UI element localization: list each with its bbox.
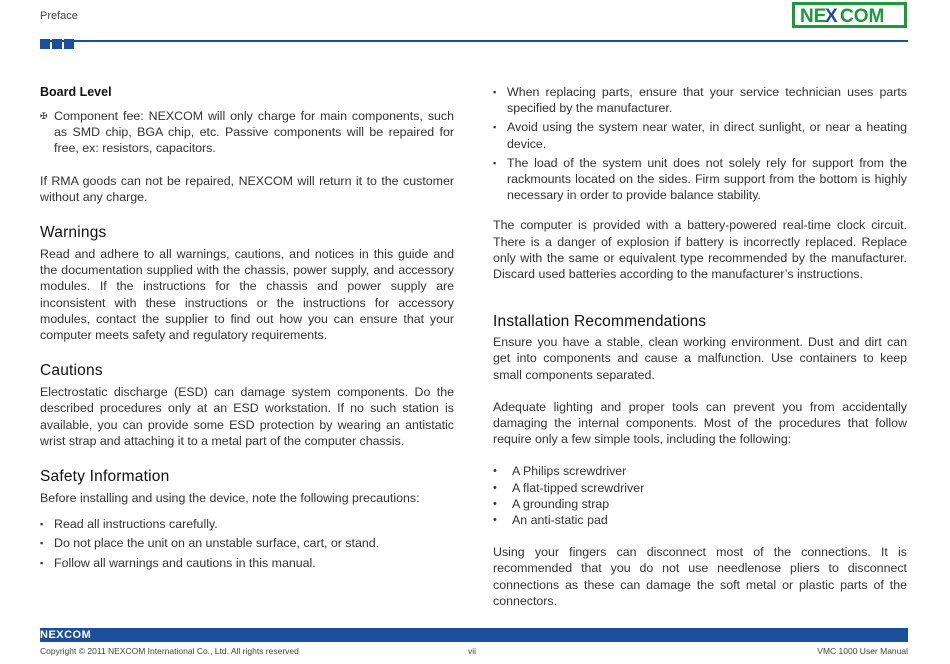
installation-paragraph-1: Ensure you have a stable, clean working environment. Dust and dirt can get into components and cause a malfunction. Use containers to keep small components separated. bbox=[493, 335, 907, 382]
square-bullet-icon: ▪ bbox=[493, 122, 497, 133]
left-column bbox=[40, 84, 454, 571]
list-item: • An anti-static pad bbox=[493, 513, 608, 528]
rma-paragraph: If RMA goods can not be repaired, NEXCOM will return it to the customer without any charge. bbox=[40, 173, 454, 204]
board-level-heading: Board Level bbox=[40, 85, 112, 99]
round-bullet-icon: • bbox=[493, 497, 497, 510]
round-bullet-icon: • bbox=[493, 514, 497, 527]
list-item: • A flat-tipped screwdriver bbox=[493, 480, 645, 495]
cautions-heading: Cautions bbox=[40, 362, 103, 380]
list-item: • A grounding strap bbox=[493, 496, 610, 511]
round-bullet-icon: • bbox=[493, 465, 497, 478]
square-bullet-icon: ▪ bbox=[493, 157, 497, 168]
precautions-list bbox=[493, 84, 907, 203]
square-bullet-icon: ▪ bbox=[40, 519, 44, 530]
battery-paragraph: The computer is provided with a battery-powered real-time clock circuit. There is a danger of explosion if battery is incorrectly replaced. Replace only with the same or equivalent type recommended by the manufacturer. Discard used batteries according to the manufacturer’s instructions. bbox=[493, 218, 907, 282]
cautions-paragraph: Electrostatic discharge (ESD) can damage system components. Do the described procedures only at an ESD workstation. If no such station is available, you can provide some ESD protection by wearing an antistatic wrist strap and attaching it to a metal part of the computer chassis. bbox=[40, 385, 454, 448]
list-item: ▪ Avoid using the system near water, in direct sunlight, or near a heating device. bbox=[493, 120, 907, 151]
list-item: ▪ Do not place the unit on an unstable surface, cart, or stand. bbox=[40, 536, 380, 551]
square-bullet-icon: ▪ bbox=[40, 538, 44, 549]
list-item: ▪ The load of the system unit does not solely rely for support from the rackmounts located on the sides. Firm support from the bottom is highly necessary in order to provide balance stability. bbox=[493, 155, 907, 203]
list-item: • A Philips screwdriver bbox=[493, 464, 627, 479]
footer-bar bbox=[40, 628, 908, 642]
manual-title: VMC 1000 User Manual bbox=[817, 646, 908, 656]
safety-paragraph: Before installing and using the device, note the following precautions: bbox=[40, 491, 420, 506]
installation-paragraph-3: Using your fingers can disconnect most of the connections. It is recommended that you do not use needlenose pliers to disconnect connections as these can damage the soft metal or plastic parts of the connectors. bbox=[493, 545, 907, 608]
section-label: Preface bbox=[40, 10, 78, 22]
header-rule bbox=[40, 40, 908, 42]
list-item: ▪ Read all instructions carefully. bbox=[40, 517, 218, 532]
page-number: vii bbox=[468, 646, 477, 656]
cross-bullet-icon: ✠ bbox=[40, 111, 48, 121]
square-bullet-icon: ▪ bbox=[493, 87, 497, 97]
header-squares bbox=[40, 39, 74, 49]
board-level-list bbox=[40, 108, 454, 157]
warnings-heading: Warnings bbox=[40, 224, 107, 242]
nexcom-logo bbox=[792, 2, 907, 28]
logo-text-x: X bbox=[825, 6, 838, 27]
safety-list bbox=[40, 516, 454, 571]
tools-list bbox=[493, 463, 907, 528]
installation-paragraph-2: Adequate lighting and proper tools can prevent you from accidentally damaging the internal components. Most of the procedures that follow require only a few simple tools, including the following: bbox=[493, 399, 907, 447]
warnings-paragraph: Read and adhere to all warnings, cautions, and notices in this guide and the documentation supplied with the chassis, power supply, and accessory modules. If the instructions for the chassis and power supply are inconsistent with these instructions or the instructions for accessory modules, contact the supplier to find out how you can ensure that your computer meets safety and regulatory requirements. bbox=[40, 247, 454, 343]
safety-heading: Safety Information bbox=[40, 468, 170, 486]
list-item: ✠ Component fee: NEXCOM will only charge for main components, such as SMD chip, BGA chip, etc. Passive components will be repaired for free, ex: resistors, capacitors. bbox=[40, 109, 454, 156]
round-bullet-icon: • bbox=[493, 481, 497, 494]
list-item: ▪ Follow all warnings and cautions in this manual. bbox=[40, 555, 316, 570]
copyright-text: Copyright © 2011 NEXCOM International Co., Ltd. All rights reserved bbox=[40, 646, 299, 656]
logo-text-ne: NE bbox=[800, 6, 827, 27]
square-bullet-icon: ▪ bbox=[40, 557, 44, 568]
logo-text-com: COM bbox=[840, 6, 885, 27]
right-column bbox=[493, 84, 907, 609]
list-item: ▪ When replacing parts, ensure that your service technician uses parts specified by the manufacturer. bbox=[493, 85, 907, 116]
installation-heading: Installation Recommendations bbox=[493, 313, 707, 331]
footer-logo: NEXCOM bbox=[40, 629, 92, 641]
